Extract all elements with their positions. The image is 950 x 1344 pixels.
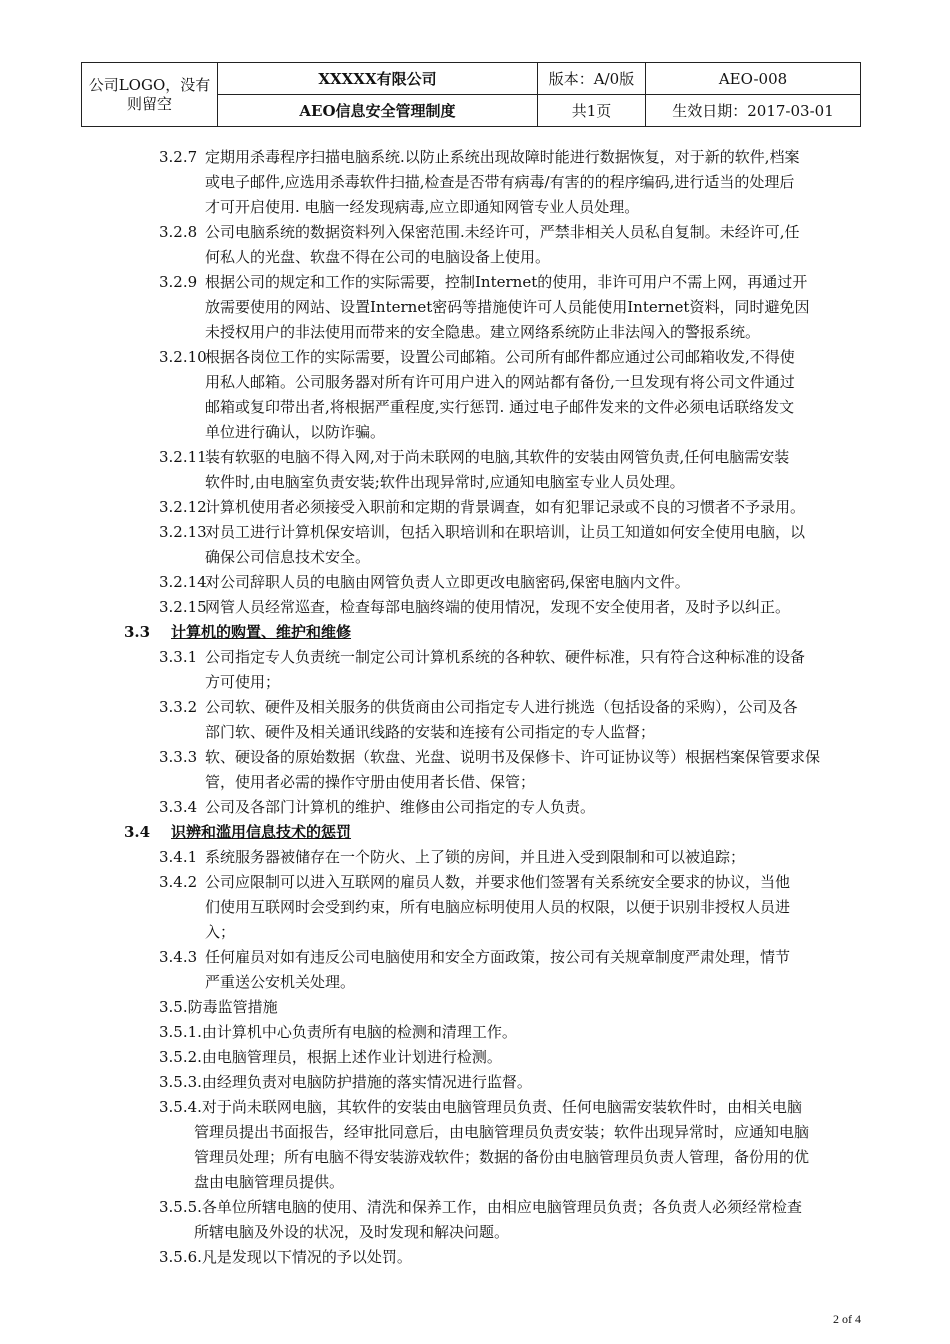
clause-line: 公司应限制可以进入互联网的雇员人数，并要求他们签署有关系统安全要求的协议，当他 (205, 873, 791, 891)
effective-date: 生效日期：2017-03-01 (646, 95, 861, 127)
clause-line: 放需要使用的网站、设置Internet密码等措施使许可人员能使用Internet资料，同时避免因 (205, 298, 810, 316)
doc-code: AEO-008 (646, 63, 861, 95)
clause-text (205, 145, 861, 220)
clause-number: 3.4.3 (159, 948, 198, 966)
section-title: 3.5.防毒监管措施 (159, 998, 278, 1016)
clause-line: 任何雇员对如有违反公司电脑使用和安全方面政策，按公司有关规章制度严肃处理，情节 (205, 948, 791, 966)
clause-line: 管理员提出书面报告，经审批同意后，由电脑管理员负责安装；软件出现异常时，应通知电脑 (194, 1123, 810, 1141)
clause-number: 3.2.7 (159, 148, 198, 166)
clause-line: 管理员处理；所有电脑不得安装游戏软件；数据的备份由电脑管理员负责人管理，备份用的优 (194, 1148, 810, 1166)
section-title: 计算机的购置、维护和维修 (171, 623, 352, 641)
clause-number: 3.2.11 (159, 448, 207, 466)
clause-text (205, 870, 861, 945)
clause-number: 3.3.2 (159, 698, 198, 716)
clause-number: 3.4.2 (159, 873, 198, 891)
clause-line: 公司指定专人负责统一制定公司计算机系统的各种软、硬件标准，只有符合这种标准的设备 (205, 648, 806, 666)
clause-text (205, 745, 861, 795)
clause-line: 计算机使用者必须接受入职前和定期的背景调查，如有犯罪记录或不良的习惯者不予录用。 (205, 498, 806, 516)
clause-text (205, 345, 861, 445)
clause-line: 管，使用者必需的操作守册由使用者长借、保管； (205, 773, 536, 791)
clause-line: 何私人的光盘、软盘不得在公司的电脑设备上使用。 (205, 248, 551, 266)
clause-line: 软、硬设备的原始数据（软盘、光盘、说明书及保修卡、许可证协议等）根据档案保管要求保 (205, 748, 821, 766)
clause-line: 用私人邮箱。公司服务器对所有许可用户进入的网站都有备份,一旦发现有将公司文件通过 (205, 373, 795, 391)
doc-title: AEO信息安全管理制度 (218, 95, 538, 127)
clause-line: 装有软驱的电脑不得入网,对于尚未联网的电脑,其软件的安装由网管负责,任何电脑需安装 (205, 448, 790, 466)
clause-text (205, 795, 861, 820)
clause-line: 对员工进行计算机保安培训，包括入职培训和在职培训，让员工知道如何安全使用电脑，以 (205, 523, 806, 541)
clause-line: 严重送公安机关处理。 (205, 973, 356, 991)
clause-text (205, 695, 861, 745)
clause-line: 入； (205, 923, 236, 941)
clause-text (205, 595, 861, 620)
clause-line: 根据各岗位工作的实际需要，设置公司邮箱。公司所有邮件都应通过公司邮箱收发,不得使 (205, 348, 795, 366)
clause-text (205, 570, 861, 595)
clause-line: 网管人员经常巡查，检查每部电脑终端的使用情况，发现不安全使用者，及时予以纠正。 (205, 598, 791, 616)
clause-line: 确保公司信息技术安全。 (205, 548, 371, 566)
clause-text (205, 495, 861, 520)
clause-number: 3.3.4 (159, 798, 198, 816)
clause-line: 3.5.4.对于尚未联网电脑，其软件的安装由电脑管理员负责、任何电脑需安装软件时，由相关电脑 (159, 1098, 802, 1116)
section-number: 3.3 (124, 623, 151, 641)
clause-text (205, 445, 861, 495)
clause-line: 或电子邮件,应选用杀毒软件扫描,检查是否带有病毒/有害的的程序编码,进行适当的处理后 (205, 173, 795, 191)
clause-line: 公司软、硬件及相关服务的供货商由公司指定专人进行挑选（包括设备的采购），公司及各 (205, 698, 798, 716)
clause-text (205, 945, 861, 995)
clause-line: 3.5.3.由经理负责对电脑防护措施的落实情况进行监督。 (159, 1073, 532, 1091)
clause-line: 对公司辞职人员的电脑由网管负责人立即更改电脑密码,保密电脑内文件。 (205, 573, 690, 591)
clause-line: 公司及各部门计算机的维护、维修由公司指定的专人负责。 (205, 798, 596, 816)
clause-text (205, 645, 861, 695)
clause-text (205, 270, 861, 345)
logo-placeholder (82, 63, 218, 127)
clause-number: 3.2.8 (159, 223, 198, 241)
document-header-table (81, 62, 861, 127)
clause-line: 未授权用户的非法使用而带来的安全隐患。建立网络系统防止非法闯入的警报系统。 (205, 323, 761, 341)
page-number: 2 of 4 (833, 1312, 861, 1326)
clause-line: 系统服务器被储存在一个防火、上了锁的房间，并且进入受到限制和可以被追踪； (205, 848, 746, 866)
clause-number: 3.3.1 (159, 648, 198, 666)
clause-line: 才可开启使用. 电脑一经发现病毒,应立即通知网管专业人员处理。 (205, 198, 640, 216)
section-title: 识辨和滥用信息技术的惩罚 (171, 823, 352, 841)
version-label: 版本：A/0版 (538, 63, 646, 95)
clause-line: 单位进行确认，以防诈骗。 (205, 423, 386, 441)
clause-line: 定期用杀毒程序扫描电脑系统.以防止系统出现故障时能进行数据恢复，对于新的软件,档案 (205, 148, 800, 166)
page-count: 共1页 (538, 95, 646, 127)
clause-line: 软件时,由电脑室负责安装;软件出现异常时,应通知电脑室专业人员处理。 (205, 473, 685, 491)
clause-line: 公司电脑系统的数据资料列入保密范围.未经许可，严禁非相关人员私自复制。未经许可,任 (205, 223, 800, 241)
section-number: 3.4 (124, 823, 151, 841)
clause-number: 3.4.1 (159, 848, 198, 866)
clause-number: 3.2.13 (159, 523, 207, 541)
clause-line: 部门软、硬件及相关通讯线路的安装和连接有公司指定的专人监督； (205, 723, 656, 741)
clause-line: 盘由电脑管理员提供。 (194, 1173, 345, 1191)
clause-number: 3.2.12 (159, 498, 207, 516)
clause-line: 方可使用； (205, 673, 281, 691)
logo-text-line1: 公司LOGO，没有 (88, 75, 211, 94)
clause-number: 3.2.14 (159, 573, 207, 591)
clause-line: 3.5.1.由计算机中心负责所有电脑的检测和清理工作。 (159, 1023, 517, 1041)
clause-number: 3.2.15 (159, 598, 207, 616)
clause-line: 根据公司的规定和工作的实际需要，控制Internet的使用，非许可用户不需上网，再通过开 (205, 273, 808, 291)
clause-number: 3.3.3 (159, 748, 198, 766)
clause-text (205, 845, 861, 870)
company-name: XXXXX有限公司 (218, 63, 538, 95)
clause-text (205, 220, 861, 270)
clause-line: 3.5.6.凡是发现以下情况的予以处罚。 (159, 1248, 412, 1266)
clause-line: 邮箱或复印带出者,将根据严重程度,实行惩罚. 通过电子邮件发来的文件必须电话联络发文 (205, 398, 795, 416)
clause-line: 所辖电脑及外设的状况，及时发现和解决问题。 (194, 1223, 510, 1241)
clause-line: 们使用互联网时会受到约束，所有电脑应标明使用人员的权限，以便于识别非授权人员进 (205, 898, 791, 916)
clause-line: 3.5.2.由电脑管理员，根据上述作业计划进行检测。 (159, 1048, 502, 1066)
clause-number: 3.2.10 (159, 348, 207, 366)
clause-text (205, 520, 861, 570)
clause-number: 3.2.9 (159, 273, 198, 291)
logo-text-line2: 则留空 (126, 94, 172, 113)
clause-line: 3.5.5.各单位所辖电脑的使用、清洗和保养工作，由相应电脑管理员负责；各负责人必须经常检查 (159, 1198, 802, 1216)
